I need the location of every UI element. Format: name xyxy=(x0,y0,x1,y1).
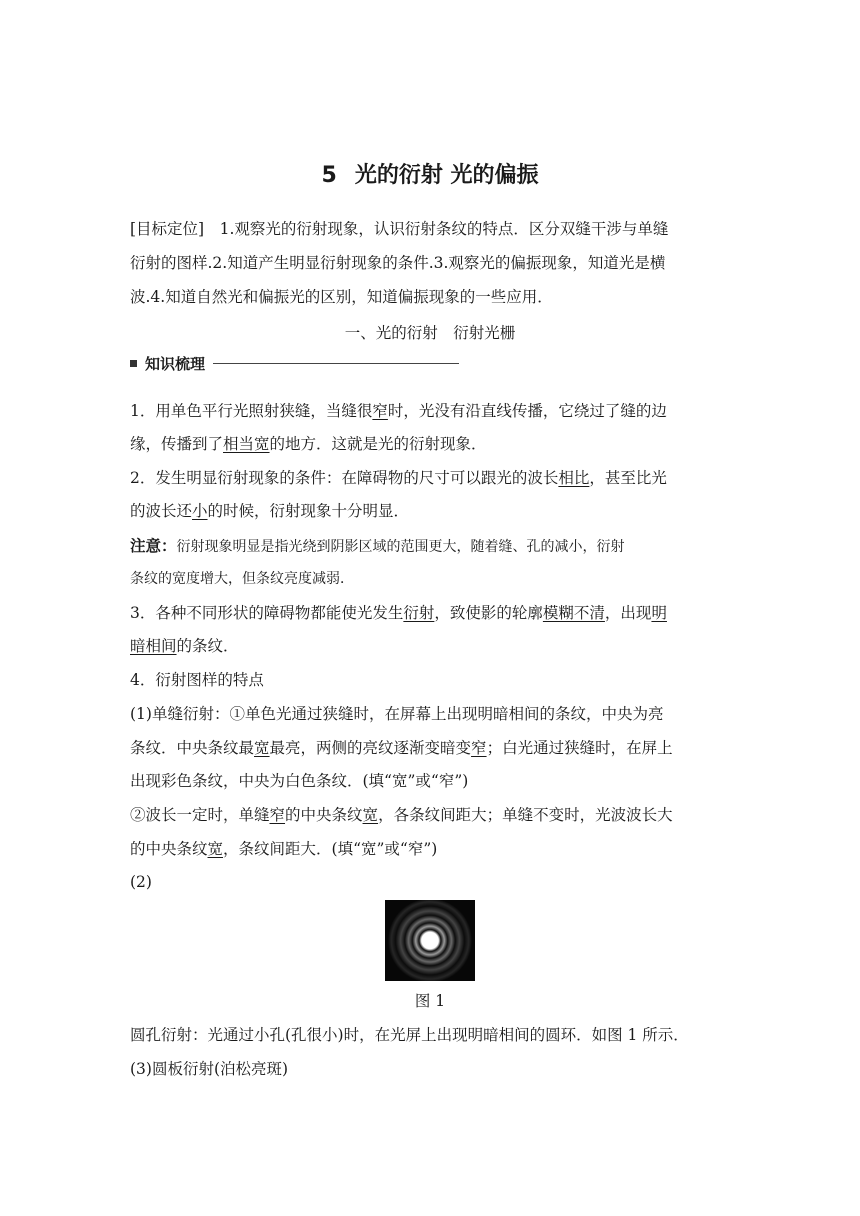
text-run: ，甚至比光 xyxy=(589,469,667,487)
text-run: ②波长一定时，单缝 xyxy=(130,806,270,824)
text-run: 的时候，衍射现象十分明显． xyxy=(207,502,410,520)
subheading: 一、光的衍射 衍射光栅 xyxy=(344,324,516,342)
section-title: 知识梳理 xyxy=(145,354,206,373)
underlined-answer: 衍射 xyxy=(403,604,435,622)
text-run: 的波长还 xyxy=(130,502,193,520)
paragraph-6-line-2 xyxy=(130,838,437,860)
paragraph-3-line-2 xyxy=(130,635,239,657)
paragraph-1-line-2 xyxy=(130,433,487,455)
paragraph-6-line-1 xyxy=(130,804,673,826)
text-run: 3．各种不同形状的障碍物都能使光发生 xyxy=(130,604,404,622)
paragraph-7-line-1: (2) xyxy=(130,873,152,891)
paragraph-2-line-2 xyxy=(130,500,409,522)
text-run: 的条纹． xyxy=(176,637,239,655)
text-run: 条纹．中央条纹最 xyxy=(130,739,255,757)
goals-line-2: 衍射的图样.2.知道产生明显衍射现象的条件.3.观察光的偏振现象，知道光是横 xyxy=(130,254,666,272)
text-run: 2．发生明显衍射现象的条件：在障碍物的尺寸可以跟光的波长 xyxy=(130,469,559,487)
text-run: ；白光通过狭缝时，在屏上 xyxy=(486,739,673,757)
text-run: 时，光没有沿直线传播，它绕过了缝的边 xyxy=(387,402,667,420)
paragraph-5-line-2 xyxy=(130,737,673,759)
goals-line-3: 波.4.知道自然光和偏振光的区别，知道偏振现象的一些应用． xyxy=(130,288,553,306)
note-label: 注意： xyxy=(130,537,177,555)
underlined-answer: 相比 xyxy=(558,469,590,487)
underlined-answer: 宽 xyxy=(207,840,224,858)
paragraph-8-line-1: 圆孔衍射：光通过小孔(孔很小)时，在光屏上出现明暗相间的圆环．如图 1 所示． xyxy=(130,1026,689,1044)
page-title xyxy=(0,158,860,189)
text-run: 的中央条纹 xyxy=(130,840,208,858)
paragraph-5-line-3: 出现彩色条纹，中央为白色条纹．(填“宽”或“窄”) xyxy=(130,772,469,790)
underlined-answer: 窄 xyxy=(471,739,487,757)
text-run: 的地方．这就是光的衍射现象． xyxy=(269,435,487,453)
text-run: ，致使影的轮廓 xyxy=(434,604,543,622)
text-run: 最亮，两侧的亮纹逐渐变暗变 xyxy=(269,739,472,757)
text-run: ，各条纹间距大；单缝不变时，光波波长大 xyxy=(378,806,673,824)
text-run: 的中央条纹 xyxy=(285,806,363,824)
goals-line-1: [目标定位] 1.观察光的衍射现象，认识衍射条纹的特点．区分双缝干涉与单缝 xyxy=(130,220,669,238)
text-run: 缘，传播到了 xyxy=(130,435,224,453)
underlined-answer: 明 xyxy=(651,604,667,622)
circular-diffraction-figure xyxy=(385,900,475,981)
title-number: 5 xyxy=(321,163,337,188)
note-line-2: 条纹的宽度增大，但条纹亮度减弱． xyxy=(130,571,354,587)
paragraph-9-line-1: (3)圆板衍射(泊松亮斑) xyxy=(130,1060,289,1078)
note-text: 衍射现象明显是指光绕到阴影区域的范围更大，随着缝、孔的减小，衍射 xyxy=(176,539,625,555)
title-text: 光的衍射 光的偏振 xyxy=(354,163,539,188)
text-run: 1．用单色平行光照射狭缝，当缝很 xyxy=(130,402,373,420)
underlined-answer: 窄 xyxy=(269,806,286,824)
text-run: ，出现 xyxy=(604,604,652,622)
underlined-answer: 暗相间 xyxy=(130,637,177,655)
underlined-answer: 宽 xyxy=(362,806,379,824)
paragraph-3-line-1 xyxy=(130,602,667,624)
note-line-1 xyxy=(130,535,625,558)
underlined-answer: 小 xyxy=(192,502,208,520)
section-heading xyxy=(130,352,459,374)
diffraction-rings xyxy=(388,900,472,981)
section-rule xyxy=(213,363,459,364)
figure-caption: 图 1 xyxy=(414,992,446,1010)
underlined-answer: 相当宽 xyxy=(223,435,270,453)
underlined-answer: 窄 xyxy=(372,402,388,420)
underlined-answer: 模糊不清 xyxy=(542,604,605,622)
text-run: ，条纹间距大．(填“宽”或“窄”) xyxy=(223,840,438,858)
square-bullet-icon xyxy=(130,360,137,367)
paragraph-2-line-1 xyxy=(130,467,667,489)
paragraph-5-line-1: (1)单缝衍射：①单色光通过狭缝时，在屏幕上出现明暗相间的条纹，中央为亮 xyxy=(130,705,664,723)
underlined-answer: 宽 xyxy=(254,739,270,757)
paragraph-1-line-1 xyxy=(130,400,667,422)
paragraph-4-line-1: 4．衍射图样的特点 xyxy=(130,671,264,689)
